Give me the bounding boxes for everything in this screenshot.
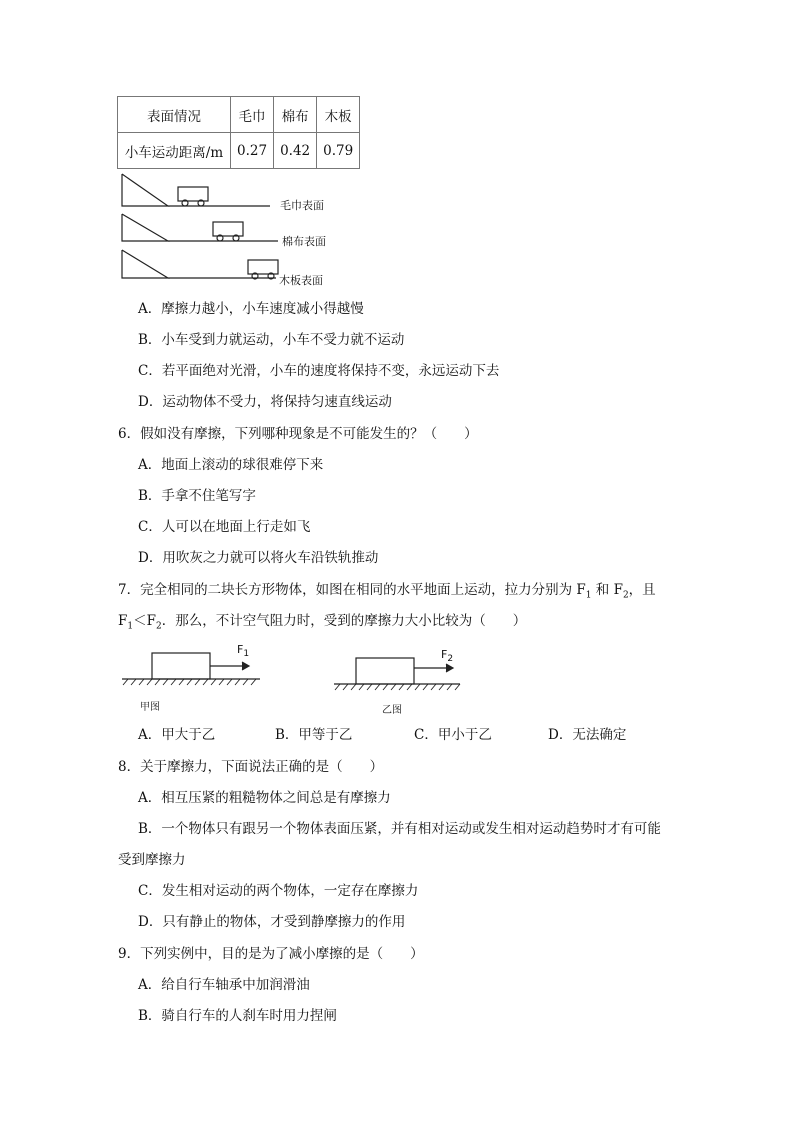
- table-cell: 0.27: [231, 133, 274, 169]
- q5-option-d: D．运动物体不受力，将保持匀速直线运动: [138, 394, 392, 410]
- force-label-f1: [237, 643, 250, 660]
- table-cell: 毛巾: [231, 97, 274, 133]
- subscript: 1: [243, 649, 250, 660]
- table-cell: 表面情况: [118, 97, 231, 133]
- table-cell: 木板: [317, 97, 360, 133]
- subscript: 2: [622, 590, 629, 601]
- subscript: 1: [585, 590, 592, 601]
- distance-table: [117, 96, 360, 169]
- subscript: 1: [127, 621, 134, 632]
- ramp-cotton: [122, 214, 278, 241]
- table-cell: 棉布: [274, 97, 317, 133]
- q6-option-b: B．手拿不住笔写字: [138, 488, 256, 504]
- q6-stem: 6．假如没有摩擦，下列哪种现象是不可能发生的？（ ）: [118, 426, 478, 442]
- q7-stem-text: 7．完全相同的二块长方形物体，如图在相同的水平地面上运动，拉力分别为 F: [118, 582, 586, 598]
- ramp-label-towel: 毛巾表面: [280, 199, 324, 212]
- q7-stem-text: ＜F: [133, 613, 156, 629]
- q8-stem: 8．关于摩擦力，下面说法正确的是（ ）: [118, 759, 384, 775]
- table-row: [118, 133, 360, 169]
- q7-stem-text: F: [118, 613, 128, 629]
- q7-option-a: A．甲大于乙: [138, 727, 216, 743]
- q5-option-a: A．摩擦力越小，小车速度减小得越慢: [138, 301, 364, 317]
- table-cell: 0.79: [317, 133, 360, 169]
- ramp-label-wood: 木板表面: [279, 274, 323, 287]
- fig-label-jia: 甲图: [140, 702, 160, 713]
- table-cell: 0.42: [274, 133, 317, 169]
- q7-stem-line1: [118, 581, 656, 599]
- q6-option-c: C．人可以在地面上行走如飞: [138, 519, 311, 535]
- q5-option-c: C．若平面绝对光滑，小车的速度将保持不变，永远运动下去: [138, 363, 500, 379]
- q7-option-d: D．无法确定: [548, 727, 627, 743]
- ramp-towel: [122, 174, 270, 206]
- table-cell: 小车运动距离/m: [118, 133, 231, 169]
- q6-option-a: A．地面上滚动的球很难停下来: [138, 457, 324, 473]
- force-letter: F: [441, 648, 448, 661]
- q8-option-a: A．相互压紧的粗糙物体之间总是有摩擦力: [138, 790, 391, 806]
- force-label-f2: [441, 648, 454, 665]
- q8-option-b-line1: B．一个物体只有跟另一个物体表面压紧，并有相对运动或发生相对运动趋势时才有可能: [138, 821, 661, 837]
- q9-stem: 9．下列实例中，目的是为了减小摩擦的是（ ）: [118, 946, 424, 962]
- q9-option-a: A．给自行车轴承中加润滑油: [138, 977, 310, 993]
- q8-option-d: D．只有静止的物体，才受到静摩擦力的作用: [138, 914, 406, 930]
- q6-option-d: D．用吹灰之力就可以将火车沿铁轨推动: [138, 550, 379, 566]
- q7-option-c: C．甲小于乙: [414, 727, 492, 743]
- q7-stem-text: 和 F: [591, 582, 623, 598]
- q8-option-b-line2: 受到摩擦力: [118, 852, 186, 868]
- q7-stem-text: ．那么，不计空气阻力时，受到的摩擦力大小比较为（ ）: [161, 613, 527, 629]
- force-letter: F: [237, 643, 244, 656]
- q9-option-b: B．骑自行车的人刹车时用力捏闸: [138, 1008, 337, 1024]
- q7-stem-line2: [118, 612, 526, 630]
- subscript: 2: [447, 654, 454, 665]
- q5-option-b: B．小车受到力就运动，小车不受力就不运动: [138, 332, 405, 348]
- ramp-label-cotton: 棉布表面: [282, 235, 326, 248]
- subscript: 2: [155, 621, 162, 632]
- fig-label-yi: 乙图: [382, 705, 402, 716]
- q7-option-b: B．甲等于乙: [275, 727, 353, 743]
- q7-stem-text: ，且: [628, 582, 656, 598]
- ramp-wood: [122, 250, 278, 279]
- table-header-row: [118, 97, 360, 133]
- q8-option-c: C．发生相对运动的两个物体，一定存在摩擦力: [138, 883, 419, 899]
